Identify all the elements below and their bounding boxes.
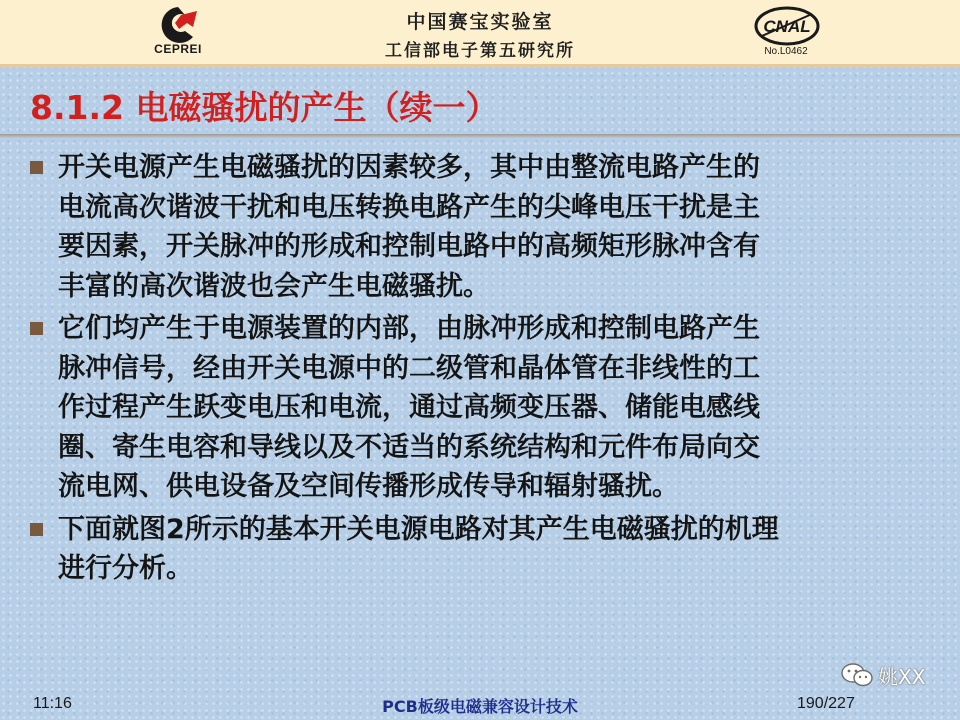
watermark xyxy=(840,660,925,690)
square-bullet-icon xyxy=(30,523,43,536)
header-institute-name: 工信部电子第五研究所 xyxy=(385,41,575,61)
bullet-text: 它们均产生于电源装置的内部，由脉冲形成和控制电路产生 脉冲信号，经由开关电源中的二级管和晶体管在非线性的工 作过程产生跃变电压和电流，通过高频变压器、储能电感线 圈、寄生电容和导线以及不适当的系统结构和元件布局向交 流电网、供电设备及空间传播形成传导和辐射骚扰。 xyxy=(58,313,760,502)
title-divider xyxy=(0,134,960,138)
slide-content xyxy=(24,148,924,592)
bullet-item xyxy=(24,510,924,589)
footer-page-number: 190/227 xyxy=(797,695,855,712)
bullet-text: 开关电源产生电磁骚扰的因素较多，其中由整流电路产生的 电流高次谐波干扰和电压转换电路产生的尖峰电压干扰是主 要因素，开关脉冲的形成和控制电路中的高频矩形脉冲含有 丰富的高次谐波也会产生电磁骚扰。 xyxy=(58,152,760,302)
slide-title: 8.1.2 电磁骚扰的产生（续一） xyxy=(30,88,499,127)
header-divider xyxy=(0,64,960,67)
bullet-text: 下面就图2所示的基本开关电源电路对其产生电磁骚扰的机理 进行分析。 xyxy=(58,513,779,584)
bullet-item xyxy=(24,309,924,507)
footer-course-title: PCB板级电磁兼容设计技术 xyxy=(382,697,578,716)
footer-time: 11:16 xyxy=(33,695,72,712)
square-bullet-icon xyxy=(30,322,43,335)
square-bullet-icon xyxy=(30,161,43,174)
slide-header xyxy=(0,0,960,64)
cnal-logo xyxy=(752,4,822,48)
ceprei-logo-caption: CEPREI xyxy=(154,42,202,56)
cnal-logo-text: CNAL xyxy=(763,17,811,36)
cnal-logo-caption: No.L0462 xyxy=(764,46,808,57)
wechat-icon xyxy=(840,662,874,688)
bullet-item xyxy=(24,148,924,306)
header-lab-name: 中国赛宝实验室 xyxy=(406,11,554,33)
watermark-text: 姚XX xyxy=(878,664,926,689)
